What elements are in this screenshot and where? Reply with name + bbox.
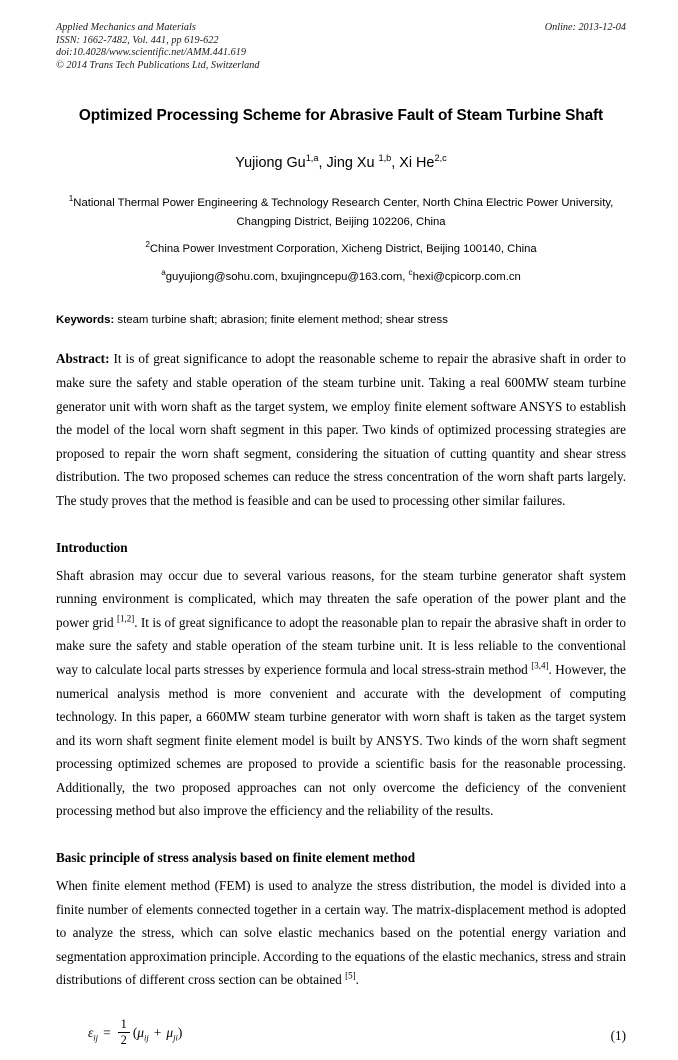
equation-plus: + (153, 1024, 162, 1040)
fraction-denominator: 2 (118, 1032, 130, 1047)
email-mark-c: c (408, 268, 413, 278)
paragraph-text: . (355, 972, 359, 988)
author-emails (56, 268, 626, 287)
journal-header-lines (56, 22, 626, 72)
equation-close-paren: ) (177, 1024, 183, 1040)
equation-lhs (88, 1025, 98, 1041)
author-affil-marks: 1,b (378, 153, 392, 164)
author-name: Jing Xu (326, 155, 379, 171)
author-separator: , (391, 155, 400, 171)
online-date: Online: 2013-12-04 (544, 22, 626, 33)
author-affil-marks: 2,c (434, 153, 447, 164)
equation-term-1 (137, 1025, 149, 1041)
section-heading-introduction: Introduction (56, 539, 128, 555)
journal-copyright: © 2014 Trans Tech Publications Ltd, Switzerland (56, 59, 260, 71)
keywords-line (56, 312, 626, 328)
citation-ref: [3,4] (531, 660, 549, 671)
page-title: Optimized Processing Scheme for Abrasive Fault of Steam Turbine Shaft (78, 107, 604, 124)
equation-lhs-subscript: ij (93, 1032, 99, 1043)
journal-doi: doi:10.4028/www.scientific.net/AMM.441.619 (56, 47, 247, 59)
journal-issn-volume: ISSN: 1662-7482, Vol. 441, pp 619-622 (56, 34, 219, 46)
paragraph-text: Shaft abrasion may occur due to several various reasons, for the steam turbine generator shaft system running environment is complicated, which may threaten the safe operation of the power plant and the power grid (56, 567, 626, 630)
author-entry (326, 155, 399, 171)
email-address-a: guyujiong@sohu.com, bxujingncepu@163.com, (165, 270, 409, 283)
author-separator: , (318, 155, 327, 171)
equation-expression (88, 1018, 182, 1048)
fraction-numerator: 1 (120, 1017, 127, 1032)
equation-term-2-symbol: μ (166, 1024, 174, 1040)
affiliation-1 (56, 194, 626, 231)
email-address-c: hexi@cpicorp.com.cn (412, 270, 521, 283)
equation-lhs-symbol: ε (88, 1024, 94, 1040)
abstract-text: It is of great significance to adopt the reasonable scheme to repair the abrasive shaft in order to make sure the safety and stable operation of the steam turbine unit. Taking a real 600MW steam turbine generator unit with worn shaft as the target system, we employ finite element software ANSYS to establish the model of the local worn shaft segment in this paper. Two kinds of optimized processing strategies are proposed to repair the worn shaft segment, considering the situation of cutting quantity and shear stress distribution. The two proposed schemes can reduce the stress concentration of the worn shaft parts largely. The study proves that the method is feasible and can be used to processing other similar failures. (56, 351, 626, 508)
paragraph-text: When finite element method (FEM) is used to analyze the stress distribution, the model is divided into a finite number of elements connected together in a certain way. The matrix-displacement method is adopted to analyze the stress, which can solve elastic mechanics based on the potential energy variation and segmentation approximation principle. According to the equations of the elastic mechanics, stress and strain distributions of different cross section can be obtained (56, 878, 626, 988)
author-entry (235, 155, 326, 171)
equation-term-1-symbol: μ (137, 1024, 145, 1040)
equation-fraction-one-half (118, 1018, 130, 1048)
affiliation-mark: 2 (145, 240, 150, 250)
affiliation-text: National Thermal Power Engineering & Technology Research Center, North China Electric Power University, Changping District, Beijing 102206, China (73, 197, 614, 228)
keywords-label: Keywords: (56, 314, 115, 327)
author-list (56, 154, 626, 173)
author-affil-marks: 1,a (305, 153, 319, 164)
section-body-introduction (56, 564, 626, 824)
journal-name: Applied Mechanics and Materials (56, 22, 196, 33)
author-entry (399, 155, 446, 171)
equation-open-paren: ( (132, 1024, 138, 1040)
author-name: Xi He (399, 155, 435, 171)
keywords-value: steam turbine shaft; abrasion; finite element method; shear stress (114, 314, 448, 327)
paragraph-text: . However, the numerical analysis method is more convenient and accurate with the development of computing technology. In this paper, a 660MW steam turbine generator with worn shaft is taken as the target system and its worn shaft segment finite element model is built by ANSYS. Two kinds of the worn shaft segment processing optimized schemes are proposed to provide a scientific basis for the reasonable processing. Additionally, the two proposed approaches can not only overcome the deficiency of the convenient processing method but also improve the efficiency and the reliability of the results. (56, 661, 627, 819)
equation-term-2 (166, 1025, 178, 1041)
author-name: Yujiong Gu (235, 155, 306, 171)
equation-term-1-subscript: ij (144, 1032, 149, 1043)
abstract-block (56, 347, 626, 512)
equation-term-2-subscript: ji (173, 1032, 178, 1043)
journal-header (56, 22, 626, 80)
citation-ref: [1,2] (116, 613, 135, 624)
section-body-basic-principle (56, 874, 626, 992)
section-heading-basic-principle: Basic principle of stress analysis based on finite element method (56, 850, 416, 866)
affiliation-block (56, 194, 626, 286)
affiliation-text: China Power Investment Corporation, Xicheng District, Beijing 100140, China (149, 243, 537, 256)
citation-ref: [5] (345, 971, 356, 982)
equation-row-1 (56, 1018, 626, 1060)
email-mark-a: a (161, 268, 166, 278)
paragraph-text: . It is of great significance to adopt the reasonable plan to repair the abrasive shaft in order to make sure the safety and stable operation of the steam turbine unit. It is less reliable to the conventional way to calculate local parts stresses by experience formula and local stress-strain method (56, 614, 627, 677)
affiliation-mark: 1 (68, 194, 74, 204)
affiliation-2 (56, 240, 626, 259)
equation-number: (1) (610, 1028, 626, 1044)
equation-equals: = (103, 1024, 111, 1040)
abstract-label: Abstract: (56, 351, 110, 367)
